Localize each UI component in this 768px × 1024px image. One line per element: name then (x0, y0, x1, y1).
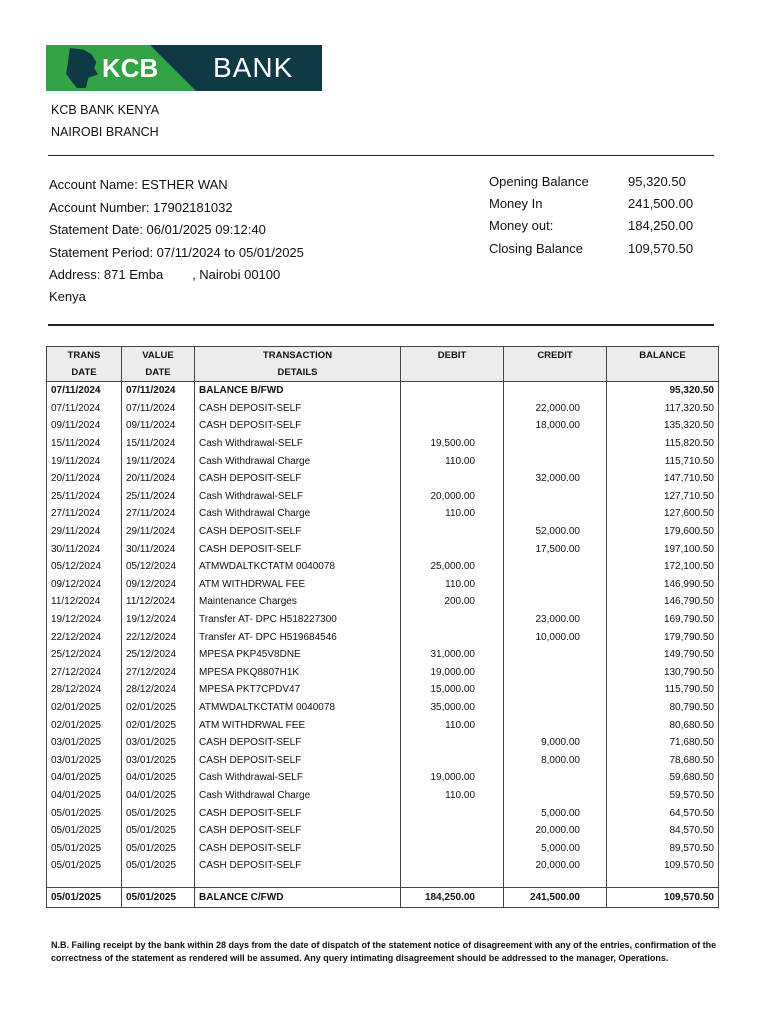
cell-details: CASH DEPOSIT-SELF (195, 751, 401, 769)
cell-details: CASH DEPOSIT-SELF (195, 857, 401, 875)
bank-branch: NAIROBI BRANCH (51, 125, 159, 139)
cell-trans-date: 19/12/2024 (47, 611, 122, 629)
cell-value-date: 15/11/2024 (122, 435, 195, 453)
cell-debit: 110.00 (401, 505, 504, 523)
cell-debit (401, 417, 504, 435)
cell-debit (401, 382, 504, 400)
cell-balance: 130,790.50 (607, 664, 719, 682)
money-out-label: Money out: (489, 218, 554, 233)
cell-details: Transfer AT- DPC H518227300 (195, 611, 401, 629)
cell-debit: 35,000.00 (401, 699, 504, 717)
header-balance: BALANCE (607, 347, 719, 382)
transactions-table (46, 346, 719, 908)
cell-balance: 179,600.50 (607, 523, 719, 541)
table-row (47, 505, 719, 523)
cell-trans-date: 15/11/2024 (47, 435, 122, 453)
cell-value-date: 20/11/2024 (122, 470, 195, 488)
cell-value-date: 04/01/2025 (122, 769, 195, 787)
cell-value-date: 05/01/2025 (122, 839, 195, 857)
table-row (47, 576, 719, 594)
cell-details: CASH DEPOSIT-SELF (195, 804, 401, 822)
cell-value-date: 25/12/2024 (122, 646, 195, 664)
cell-details: Transfer AT- DPC H519684546 (195, 628, 401, 646)
cell-balance: 84,570.50 (607, 822, 719, 840)
bank-name: KCB BANK KENYA (51, 103, 160, 117)
cell-credit (504, 558, 607, 576)
cell-debit (401, 839, 504, 857)
cell-balance: 179,790.50 (607, 628, 719, 646)
cell-debit (401, 628, 504, 646)
cell-credit (504, 505, 607, 523)
cell-debit (401, 804, 504, 822)
cell-credit: 5,000.00 (504, 804, 607, 822)
cell-credit (504, 382, 607, 400)
cell-value-date: 28/12/2024 (122, 681, 195, 699)
cell-balance: 115,710.50 (607, 452, 719, 470)
cell-details: CASH DEPOSIT-SELF (195, 523, 401, 541)
cell-trans-date: 05/01/2025 (47, 887, 122, 907)
cell-debit: 19,000.00 (401, 664, 504, 682)
table-row (47, 769, 719, 787)
logo-bank-text: BANK (213, 52, 294, 83)
cell-debit: 184,250.00 (401, 887, 504, 907)
cell-value-date: 09/12/2024 (122, 576, 195, 594)
table-row (47, 822, 719, 840)
cell-value-date: 07/11/2024 (122, 382, 195, 400)
cell-trans-date: 25/11/2024 (47, 488, 122, 506)
cell-credit: 9,000.00 (504, 734, 607, 752)
cell-trans-date: 22/12/2024 (47, 628, 122, 646)
header-value-date: VALUE DATE (122, 347, 195, 382)
cell-details: ATMWDALTKCTATM 0040078 (195, 558, 401, 576)
top-divider (48, 155, 714, 156)
cell-balance: 89,570.50 (607, 839, 719, 857)
header-trans-date: TRANS DATE (47, 347, 122, 382)
cell-balance: 146,790.50 (607, 593, 719, 611)
cell-balance: 149,790.50 (607, 646, 719, 664)
opening-balance-row (47, 382, 719, 400)
table-row (47, 435, 719, 453)
table-row (47, 593, 719, 611)
table-row (47, 400, 719, 418)
cell-credit: 20,000.00 (504, 822, 607, 840)
cell-details: ATMWDALTKCTATM 0040078 (195, 699, 401, 717)
cell-trans-date: 03/01/2025 (47, 751, 122, 769)
closing-balance-value: 109,570.50 (628, 241, 694, 256)
header-credit: CREDIT (504, 347, 607, 382)
cell-debit (401, 822, 504, 840)
cell-credit: 20,000.00 (504, 857, 607, 875)
spacer-row (47, 875, 719, 888)
cell-balance: 59,570.50 (607, 787, 719, 805)
cell-trans-date: 04/01/2025 (47, 787, 122, 805)
cell-debit (401, 400, 504, 418)
cell-value-date: 27/11/2024 (122, 505, 195, 523)
cell-balance: 127,600.50 (607, 505, 719, 523)
cell-debit: 15,000.00 (401, 681, 504, 699)
cell-value-date: 27/12/2024 (122, 664, 195, 682)
cell-balance: 115,790.50 (607, 681, 719, 699)
cell-details: BALANCE B/FWD (195, 382, 401, 400)
cell-details: Cash Withdrawal-SELF (195, 769, 401, 787)
account-country: Kenya (49, 289, 86, 304)
cell-value-date: 04/01/2025 (122, 787, 195, 805)
cell-trans-date: 25/12/2024 (47, 646, 122, 664)
cell-details: CASH DEPOSIT-SELF (195, 822, 401, 840)
cell-value-date: 07/11/2024 (122, 400, 195, 418)
cell-credit: 18,000.00 (504, 417, 607, 435)
cell-trans-date: 09/12/2024 (47, 576, 122, 594)
cell-credit (504, 787, 607, 805)
cell-details: Cash Withdrawal Charge (195, 787, 401, 805)
cell-balance: 95,320.50 (607, 382, 719, 400)
cell-details: MPESA PKP45V8DNE (195, 646, 401, 664)
statement-date: Statement Date: 06/01/2025 09:12:40 (49, 222, 266, 237)
cell-balance: 80,790.50 (607, 699, 719, 717)
account-number: Account Number: 17902181032 (49, 200, 233, 215)
cell-balance: 78,680.50 (607, 751, 719, 769)
account-name: Account Name: ESTHER WAN (49, 177, 228, 192)
opening-balance-value: 95,320.50 (628, 174, 686, 189)
cell-credit (504, 576, 607, 594)
cell-trans-date: 27/11/2024 (47, 505, 122, 523)
table-row (47, 681, 719, 699)
table-row (47, 540, 719, 558)
statement-period: Statement Period: 07/11/2024 to 05/01/2025 (49, 245, 304, 260)
cell-credit (504, 664, 607, 682)
cell-balance: 146,990.50 (607, 576, 719, 594)
opening-balance-label: Opening Balance (489, 174, 589, 189)
cell-details: CASH DEPOSIT-SELF (195, 839, 401, 857)
cell-debit: 20,000.00 (401, 488, 504, 506)
cell-credit (504, 699, 607, 717)
cell-credit: 10,000.00 (504, 628, 607, 646)
cell-trans-date: 02/01/2025 (47, 716, 122, 734)
cell-balance: 147,710.50 (607, 470, 719, 488)
cell-balance: 71,680.50 (607, 734, 719, 752)
cell-balance: 135,320.50 (607, 417, 719, 435)
section-divider (48, 324, 714, 326)
cell-value-date: 03/01/2025 (122, 734, 195, 752)
cell-debit: 200.00 (401, 593, 504, 611)
table-row (47, 839, 719, 857)
table-row (47, 488, 719, 506)
header-transaction-details: TRANSACTION DETAILS (195, 347, 401, 382)
cell-trans-date: 02/01/2025 (47, 699, 122, 717)
cell-trans-date: 09/11/2024 (47, 417, 122, 435)
table-row (47, 734, 719, 752)
closing-balance-label: Closing Balance (489, 241, 583, 256)
cell-credit (504, 646, 607, 664)
money-out-value: 184,250.00 (628, 218, 694, 233)
cell-balance: 109,570.50 (607, 887, 719, 907)
cell-details: Cash Withdrawal Charge (195, 452, 401, 470)
cell-value-date: 19/12/2024 (122, 611, 195, 629)
cell-details: CASH DEPOSIT-SELF (195, 417, 401, 435)
cell-balance: 115,820.50 (607, 435, 719, 453)
cell-balance: 109,570.50 (607, 857, 719, 875)
cell-trans-date: 05/01/2025 (47, 804, 122, 822)
table-row (47, 646, 719, 664)
cell-balance: 169,790.50 (607, 611, 719, 629)
cell-trans-date: 28/12/2024 (47, 681, 122, 699)
cell-details: Cash Withdrawal-SELF (195, 488, 401, 506)
cell-debit: 19,500.00 (401, 435, 504, 453)
cell-value-date: 25/11/2024 (122, 488, 195, 506)
cell-credit (504, 452, 607, 470)
cell-value-date: 02/01/2025 (122, 699, 195, 717)
cell-trans-date: 29/11/2024 (47, 523, 122, 541)
cell-trans-date: 30/11/2024 (47, 540, 122, 558)
cell-value-date: 03/01/2025 (122, 751, 195, 769)
table-row (47, 751, 719, 769)
cell-credit: 23,000.00 (504, 611, 607, 629)
account-address: Address: 871 Emba , Nairobi 00100 (49, 267, 281, 282)
cell-debit: 31,000.00 (401, 646, 504, 664)
cell-credit (504, 769, 607, 787)
table-row (47, 804, 719, 822)
cell-credit: 17,500.00 (504, 540, 607, 558)
table-row (47, 417, 719, 435)
cell-debit (401, 523, 504, 541)
table-row (47, 558, 719, 576)
table-row (47, 523, 719, 541)
disclaimer-note: N.B. Failing receipt by the bank within 28 days from the date of dispatch of the statement notice of disagreement with any of the entries, confirmation of the correctness of the statement as rendered will be assumed. Any query intimating disagreement should be addressed to the manager, Operations. (51, 940, 717, 963)
cell-debit (401, 751, 504, 769)
cell-debit: 19,000.00 (401, 769, 504, 787)
cell-debit (401, 540, 504, 558)
cell-value-date: 02/01/2025 (122, 716, 195, 734)
cell-debit: 110.00 (401, 576, 504, 594)
cell-details: Cash Withdrawal-SELF (195, 435, 401, 453)
cell-trans-date: 04/01/2025 (47, 769, 122, 787)
cell-credit (504, 681, 607, 699)
cell-balance: 80,680.50 (607, 716, 719, 734)
cell-credit (504, 716, 607, 734)
cell-debit (401, 734, 504, 752)
table-row (47, 611, 719, 629)
cell-debit: 25,000.00 (401, 558, 504, 576)
cell-balance: 59,680.50 (607, 769, 719, 787)
table-row (47, 699, 719, 717)
cell-details: MPESA PKQ8807H1K (195, 664, 401, 682)
cell-value-date: 30/11/2024 (122, 540, 195, 558)
cell-debit: 110.00 (401, 452, 504, 470)
cell-details: ATM WITHDRWAL FEE (195, 716, 401, 734)
cell-debit (401, 857, 504, 875)
cell-value-date: 19/11/2024 (122, 452, 195, 470)
closing-balance-row (47, 887, 719, 907)
cell-details: ATM WITHDRWAL FEE (195, 576, 401, 594)
cell-details: CASH DEPOSIT-SELF (195, 470, 401, 488)
cell-credit: 8,000.00 (504, 751, 607, 769)
cell-details: CASH DEPOSIT-SELF (195, 734, 401, 752)
cell-value-date: 05/01/2025 (122, 887, 195, 907)
cell-credit (504, 593, 607, 611)
cell-details: BALANCE C/FWD (195, 887, 401, 907)
cell-debit (401, 470, 504, 488)
cell-credit (504, 488, 607, 506)
cell-value-date: 29/11/2024 (122, 523, 195, 541)
cell-credit: 5,000.00 (504, 839, 607, 857)
table-row (47, 452, 719, 470)
kcb-bank-logo (46, 45, 322, 91)
cell-credit: 52,000.00 (504, 523, 607, 541)
table-row (47, 664, 719, 682)
cell-value-date: 05/01/2025 (122, 857, 195, 875)
cell-trans-date: 05/01/2025 (47, 857, 122, 875)
cell-details: Maintenance Charges (195, 593, 401, 611)
cell-value-date: 11/12/2024 (122, 593, 195, 611)
cell-value-date: 05/12/2024 (122, 558, 195, 576)
cell-credit: 22,000.00 (504, 400, 607, 418)
cell-value-date: 05/01/2025 (122, 822, 195, 840)
cell-debit: 110.00 (401, 787, 504, 805)
table-row (47, 470, 719, 488)
cell-trans-date: 27/12/2024 (47, 664, 122, 682)
table-row (47, 857, 719, 875)
table-row (47, 787, 719, 805)
cell-details: Cash Withdrawal Charge (195, 505, 401, 523)
money-in-value: 241,500.00 (628, 196, 694, 211)
logo-kcb-text: KCB (102, 53, 159, 83)
cell-trans-date: 20/11/2024 (47, 470, 122, 488)
cell-balance: 172,100.50 (607, 558, 719, 576)
cell-value-date: 22/12/2024 (122, 628, 195, 646)
cell-trans-date: 05/12/2024 (47, 558, 122, 576)
table-row (47, 628, 719, 646)
cell-details: CASH DEPOSIT-SELF (195, 400, 401, 418)
cell-balance: 117,320.50 (607, 400, 719, 418)
cell-trans-date: 07/11/2024 (47, 382, 122, 400)
cell-credit: 241,500.00 (504, 887, 607, 907)
cell-debit: 110.00 (401, 716, 504, 734)
cell-value-date: 05/01/2025 (122, 804, 195, 822)
cell-details: CASH DEPOSIT-SELF (195, 540, 401, 558)
cell-trans-date: 03/01/2025 (47, 734, 122, 752)
cell-trans-date: 11/12/2024 (47, 593, 122, 611)
table-header-row (47, 347, 719, 382)
cell-trans-date: 05/01/2025 (47, 822, 122, 840)
cell-details: MPESA PKT7CPDV47 (195, 681, 401, 699)
cell-balance: 127,710.50 (607, 488, 719, 506)
cell-value-date: 09/11/2024 (122, 417, 195, 435)
header-debit: DEBIT (401, 347, 504, 382)
cell-trans-date: 05/01/2025 (47, 839, 122, 857)
cell-credit: 32,000.00 (504, 470, 607, 488)
cell-balance: 64,570.50 (607, 804, 719, 822)
table-row (47, 716, 719, 734)
cell-balance: 197,100.50 (607, 540, 719, 558)
cell-credit (504, 435, 607, 453)
cell-debit (401, 611, 504, 629)
cell-trans-date: 07/11/2024 (47, 400, 122, 418)
money-in-label: Money In (489, 196, 543, 211)
cell-trans-date: 19/11/2024 (47, 452, 122, 470)
